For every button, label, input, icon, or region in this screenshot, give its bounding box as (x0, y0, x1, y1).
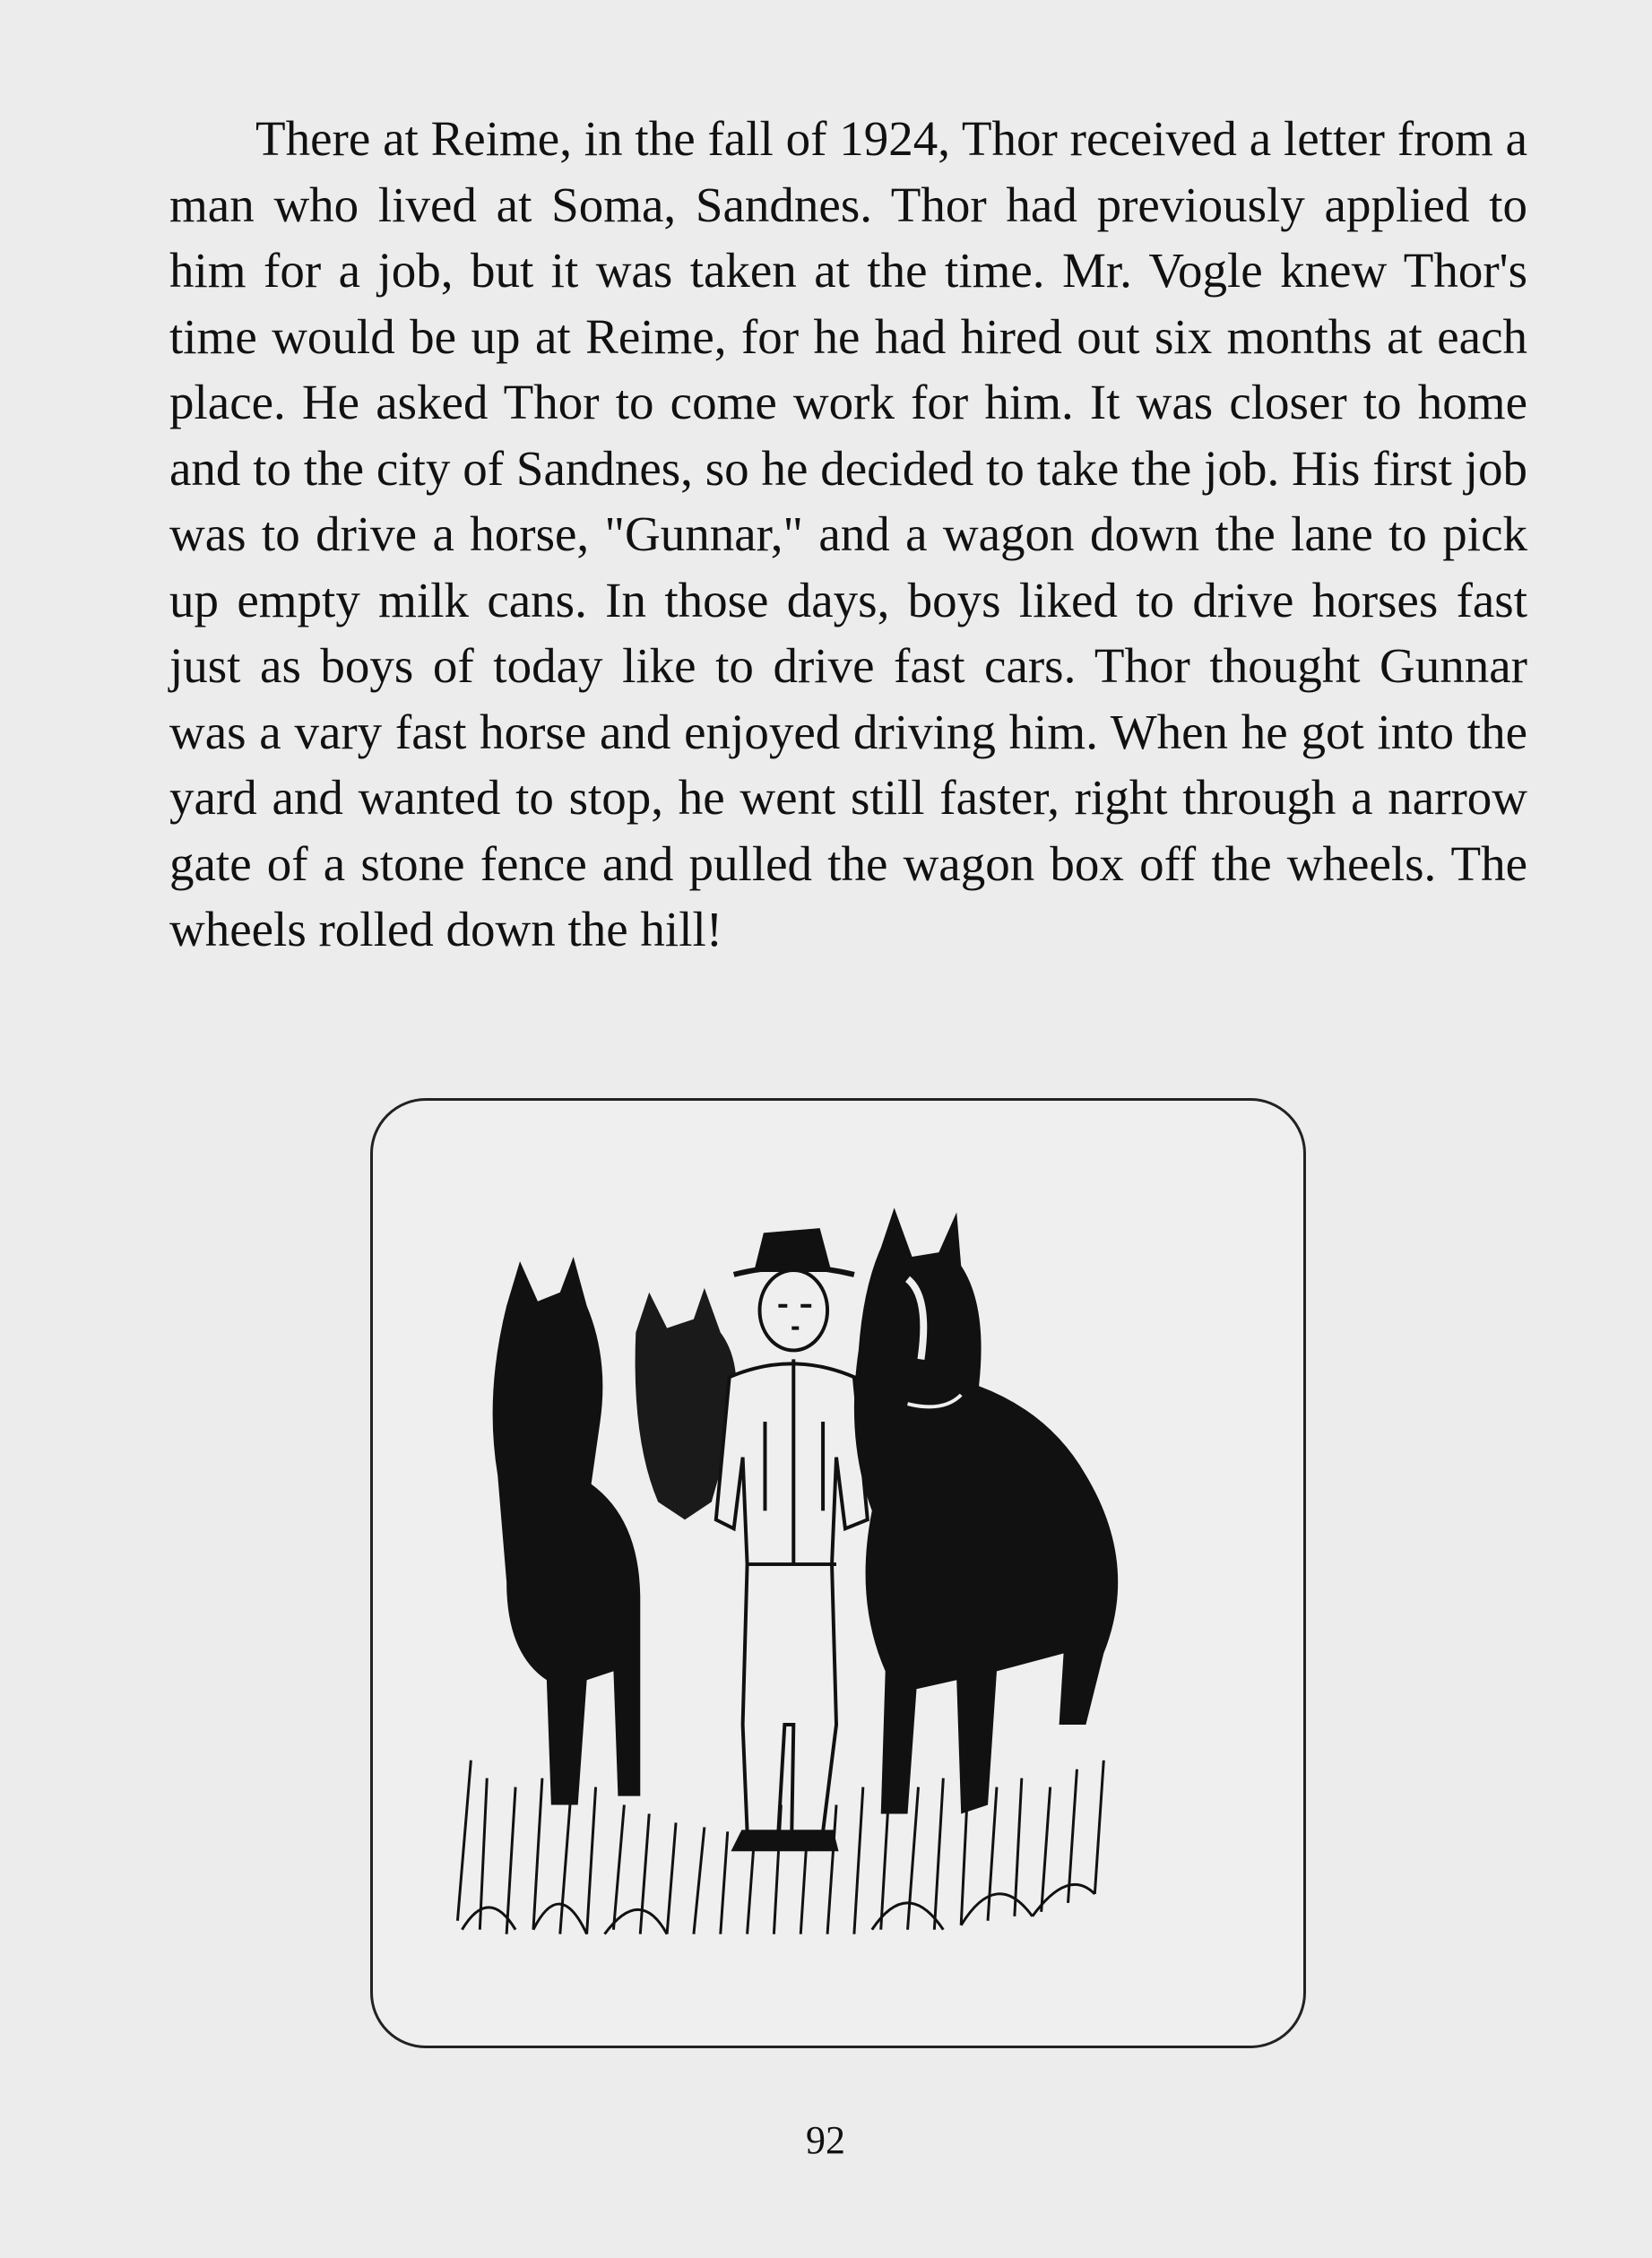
illustration-frame (370, 1098, 1306, 2048)
horse-right-drawing (854, 1207, 1118, 1813)
page-number: 92 (806, 2118, 845, 2162)
illustration-man-with-horses (373, 1101, 1303, 2046)
body-paragraph: There at Reime, in the fall of 1924, Thor received a letter from a man who lived at Soma, Sandnes. Thor had previously applied to him for a job, but it was taken at the time. Mr. Vogle knew Thor's time would be up at Reime, for he had hired out six months at each place. He asked Thor to come work for him. It was closer to home and to the city of Sandnes, so he decided to take the job. His first job was to drive a horse, "Gunnar," and a wagon down the lane to pick up empty milk cans. In those days, boys liked to drive horses fast just as boys of today like to drive fast cars. Thor thought Gunnar was a vary fast horse and enjoyed driving him. When he got into the yard and wanted to stop, he went still faster, right through a narrow gate of a stone fence and pulled the wagon box off the wheels. The wheels rolled down the hill! (169, 111, 1527, 956)
man-drawing (716, 1230, 868, 1849)
horse-left-drawing (493, 1257, 641, 1804)
